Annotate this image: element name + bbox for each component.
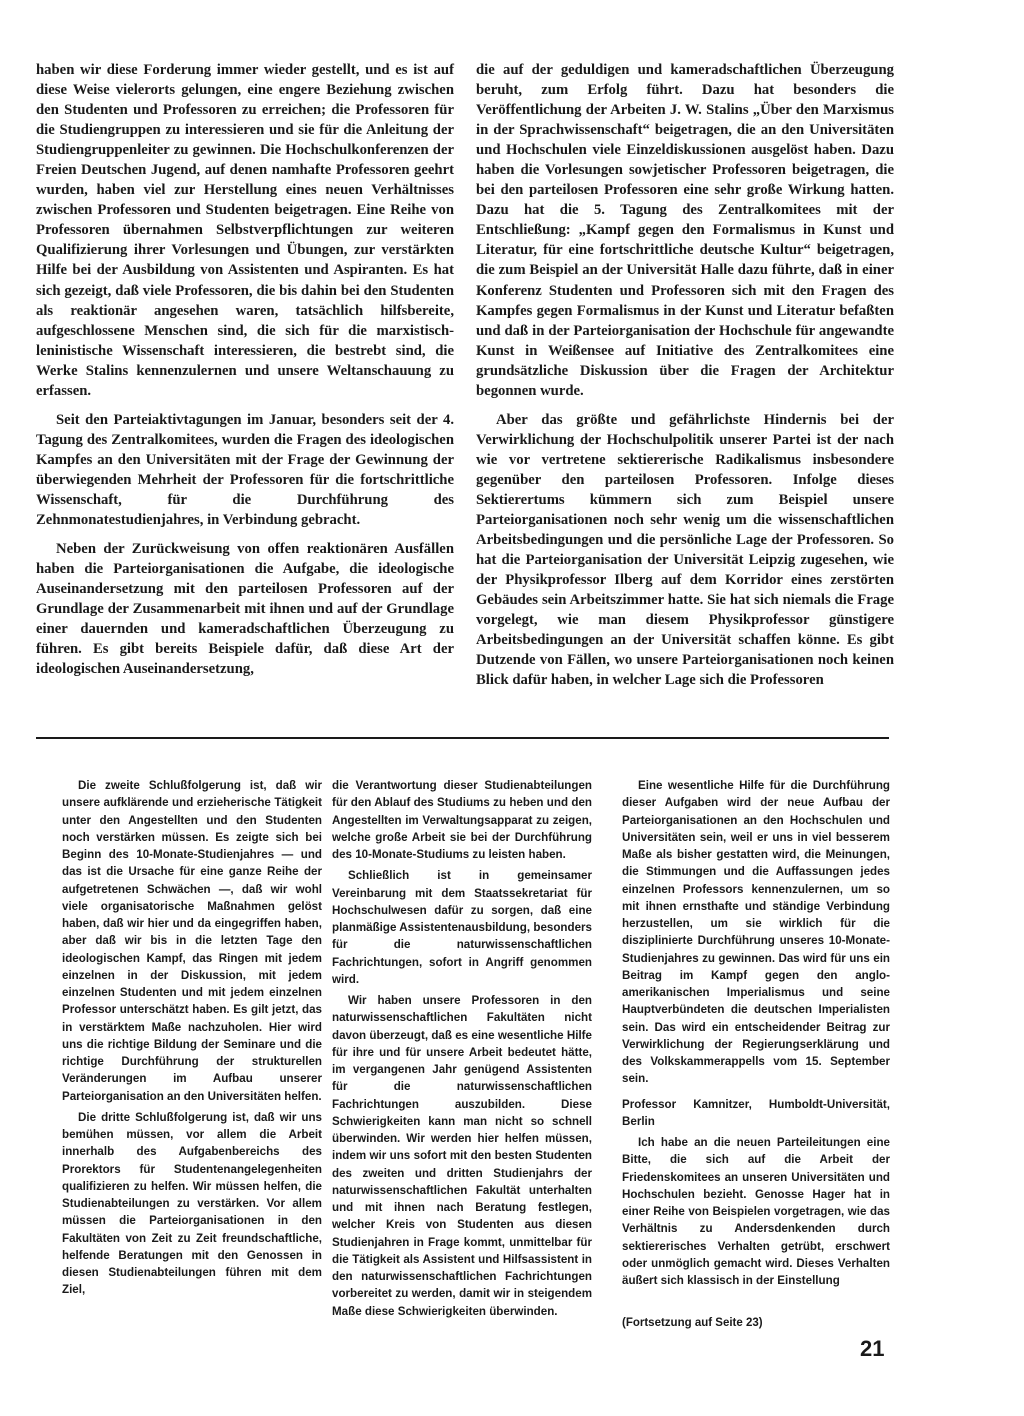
paragraph: Ich habe an die neuen Parteileitungen eine Bitte, die sich auf die Arbeit der Friedenskomitees an unseren Universitäten und Hochschulen bezieht. Genosse Hager hat in einer Reihe von Beispielen vorgetragen, wie das Verhältnis zu Andersdenkenden durch sektiererisches Verhalten getrübt, erschwert oder unmöglich gemacht wird. Dieses Verhalten äußert sich klassisch in der Einstellung — [622, 1136, 890, 1287]
bottom-column-3 — [622, 777, 890, 1293]
bottom-column-2 — [332, 777, 592, 1324]
continuation-note: (Fortsetzung auf Seite 23) — [622, 1317, 763, 1329]
paragraph: die Verantwortung dieser Studienabteilungen für den Ablauf des Studiums zu heben und den Angestellten im Verwaltungsapparat zu zeigen, welche große Arbeit sie bei der Durchführung des 10-Monate-Studiums zu leisten haben. — [332, 779, 592, 861]
paragraph: Die zweite Schlußfolgerung ist, daß wir unsere aufklärende und erzieherische Tätigkeit unter den Angestellten und den Studenten noch verstärken müssen. Es zeigte sich bei Beginn des 10-Monate-Studienjahres — und das ist die Ursache für eine ganze Reihe der aufgetretenen Schwächen —, daß wir wohl viele organisatorische Maßnahmen gelöst haben, daß wir hier und da eingegriffen haben, aber daß wir bis in die letzten Tage den ideologischen Kampf, das Ringen mit jedem einzelnen in der Diskussion, mit jedem einzelnen Studenten und mit jedem einzelnen Professor unterschätzt haben. Es gilt jetzt, das in verstärktem Maße nachzuholen. Hier wird uns die richtige Bildung der Seminare und die richtige Durchführung der strukturellen Veränderungen im Aufbau unserer Parteiorganisation an den Universitäten helfen. — [62, 779, 322, 1103]
page-number: 21 — [860, 1336, 885, 1361]
paragraph: Neben der Zurückweisung von offen reaktionären Ausfällen haben die Parteiorganisationen die Aufgabe, die ideologische Auseinandersetzung mit den parteilosen Professoren auf der Grundlage der Zusammenarbeit mit ihnen und auf der Grundlage einer dauernden und kameradschaftlichen Überzeugung zu führen. Es gibt bereits Beispiele dafür, daß diese Art der ideologischen Auseinandersetzung, — [36, 541, 454, 678]
paragraph: haben wir diese Forderung immer wieder gestellt, und es ist auf diese Weise vielerorts gelungen, eine engere Beziehung zwischen den Studenten und Professoren zu erreichen; die Professoren für die Studiengruppen zu interessieren und sie für die Anleitung der Studiengruppenleiter zu gewinnen. Die Hochschulkonferenzen der Freien Deutschen Jugend, auf denen namhafte Professoren geehrt wurden, haben viel zur Herstellung eines neuen Verhältnisses zwischen Professoren und Studenten beigetragen. Eine Reihe von Professoren übernahmen Selbstverpflichtungen zur weiteren Qualifizierung ihrer Vorlesungen und Übungen, zur verstärkten Hilfe bei der Ausbildung von Assistenten und Aspiranten. Es hat sich gezeigt, daß viele Professoren, die bis dahin bei den Studenten als reaktionär angesehen waren, tatsächlich hilfsbereite, aufgeschlossene Menschen sind, die sich für die marxistisch-leninistische Wissenschaft interessieren, die bestrebt sind, die Werke Stalins kennenzulernen und unsere Weltanschauung zu erfassen. — [36, 62, 454, 399]
paragraph: die auf der geduldigen und kameradschaftlichen Überzeugung beruht, zum Erfolg führt. Dazu hat besonders die Veröffentlichung der Arbeiten J. W. Stalins „Über den Marxismus in der Sprachwissenschaft“ beigetragen, die an den Universitäten und Hochschulen viele Einzeldiskussionen ausgelöst haben. Dazu haben die Vorlesungen sowjetischer Professoren beigetragen, die bei den parteilosen Professoren eine sehr große Wirkung hatten. Dazu hat die 5. Tagung des Zentralkomitees mit der Entschließung: „Kampf gegen den Formalismus in Kunst und Literatur, für eine fortschrittliche deutsche Kultur“ beigetragen, die zum Beispiel an der Universität Halle dazu führte, daß in einer Konferenz Studenten und Professoren sich mit den Fragen des Kampfes gegen Formalismus in der Kunst und Literatur befaßten und daß in der Parteiorganisation der Hochschule für angewandte Kunst in Weißensee auf Initiative des Zentralkomitees eine grundsätzliche Diskussion über die Fragen der Architektur begonnen wurde. — [476, 62, 894, 399]
speaker-byline: Professor Kamnitzer, Humboldt-Universität, Berlin — [622, 1097, 890, 1128]
top-right-column — [476, 60, 894, 699]
paragraph: Aber das größte und gefährlichste Hindernis bei der Verwirklichung der Hochschulpolitik unserer Partei ist der nach wie vor vertretene sektiererische Radikalismus insbesondere gegenüber den parteilosen Professoren. Infolge dieses Sektierertums kümmern sich zum Beispiel unsere Parteiorganisationen noch sehr wenig um die wissenschaftlichen Arbeitsbedingungen und die persönliche Lage der Professoren. So hat die Parteiorganisation der Universität Leipzig zugesehen, wie der Physikprofessor Ilberg auf dem Korridor eines zerstörten Gebäudes sein Arbeitszimmer hatte. Sie hat sich niemals die Frage vorgelegt, wie man diesem Physikprofessor günstigere Arbeitsbedingungen an der Universität schaffen könne. Es gibt Dutzende von Fällen, wo unsere Parteiorganisationen noch keinen Blick dafür haben, in welcher Lage sich die Professoren — [476, 411, 894, 689]
section-divider — [36, 737, 889, 739]
paragraph: Seit den Parteiaktivtagungen im Januar, besonders seit der 4. Tagung des Zentralkomitees, wurden die Fragen des ideologischen Kampfes an den Universitäten mit der Frage der Gewinnung der überwiegenden Mehrheit der Professoren für die fortschrittliche Wissenschaft, für die Durchführung des Zehnmonatestudienjahres, in Verbindung gebracht. — [36, 411, 454, 529]
paragraph: Schließlich ist in gemeinsamer Vereinbarung mit dem Staatssekretariat für Hochschulwesen dafür zu sorgen, daß eine planmäßige Assistentenausbildung, besonders für die naturwissenschaftlichen Fachrichtungen, sofort in Angriff genommen wird. — [332, 869, 592, 986]
paragraph: Eine wesentliche Hilfe für die Durchführung dieser Aufgaben wird der neue Aufbau der Parteiorganisationen an den Hochschulen und Universitäten sein, weil er uns in viel besserem Maße als bisher gestatten wird, die Meinungen, die Stimmungen und die Auffassungen jedes einzelnen Professors kennenzulernen, um so mit ihnen ernsthafte und ständige Verbindung herzustellen, um sie wirklich für die disziplinierte Durchführung unseres 10-Monate-Studienjahres zu gewinnen. Das wird für uns ein Beitrag im Kampf gegen den anglo-amerikanischen Imperialismus und seine Hauptverbündeten die deutschen Imperialisten sein. Das wird ein entscheidender Beitrag zur Verwirklichung der Regierungserklärung und des Volkskammerappells vom 15. September sein. — [622, 779, 890, 1086]
bottom-column-1 — [62, 777, 322, 1303]
top-left-column — [36, 60, 454, 688]
paragraph: Die dritte Schlußfolgerung ist, daß wir uns bemühen müssen, vor allem die Arbeit innerhalb des Aufgabenbereichs des Prorektors für Studentenangelegenheiten qualifizieren zu helfen. Wir müssen helfen, die Studienabteilungen zu verstärken. Vor allem müssen die Parteiorganisationen in den Fakultäten von Zeit zu Zeit freundschaftliche, helfende Beratungen mit den Genossen in diesen Studienabteilungen führen mit dem Ziel, — [62, 1110, 322, 1297]
paragraph: Wir haben unsere Professoren in den naturwissenschaftlichen Fakultäten nicht davon überzeugt, daß es eine wesentliche Hilfe für ihre und für unsere Arbeit bedeutet hätte, im vergangenen Jahr genügend Assistenten für die naturwissenschaftlichen Fachrichtungen auszubilden. Diese Schwierigkeiten kann man nicht so schnell überwinden. Wir werden hier helfen müssen, indem wir uns sofort mit den besten Studenten des zweiten und dritten Studienjahrs der naturwissenschaftlichen Fakultät unterhalten und mit ihnen nach Beratung festlegen, welcher Kreis von Studenten aus diesen Studienjahren in Frage kommt, unmittelbar für die Tätigkeit als Assistent und Hilfsassistent in den naturwissenschaftlichen Fachrichtungen vorbereitet zu werden, damit wir in steigendem Maße diese Schwierigkeiten überwinden. — [332, 994, 592, 1318]
